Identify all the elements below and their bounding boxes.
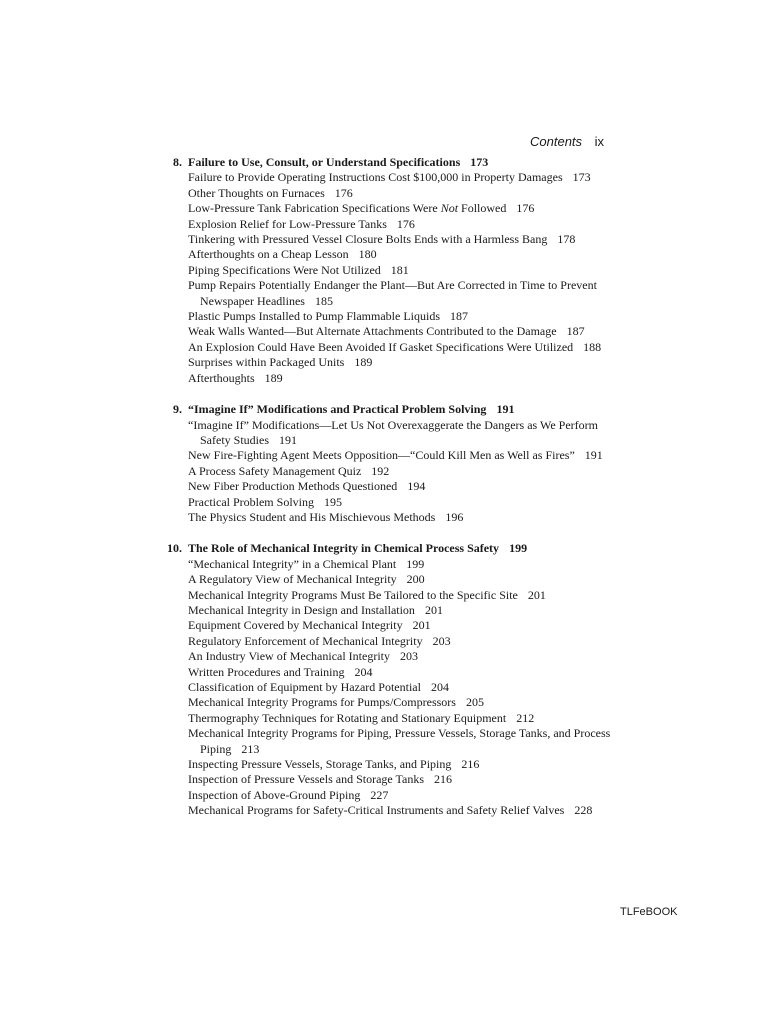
chapter-entries — [160, 557, 620, 819]
entry-page-number: 176 — [334, 185, 353, 200]
toc-entry[interactable] — [188, 711, 620, 726]
chapter-number: 8. — [173, 155, 182, 169]
toc-entry[interactable] — [188, 464, 620, 479]
toc-entry[interactable] — [188, 757, 620, 772]
toc-entry[interactable] — [188, 309, 620, 324]
toc-entry[interactable] — [188, 634, 620, 649]
entry-title: “Imagine If” Modifications—Let Us Not Overexaggerate the Dangers as We Perform Safety Studies — [188, 417, 598, 447]
toc-entry[interactable] — [188, 680, 620, 695]
entry-title: Regulatory Enforcement of Mechanical Integrity — [188, 633, 423, 648]
entry-title: Low-Pressure Tank Fabrication Specifications Were Not Followed — [188, 201, 507, 216]
entry-page-number: 203 — [400, 649, 419, 664]
entry-page-number: 192 — [371, 463, 390, 478]
chapter-number: 10. — [167, 541, 182, 556]
entry-page-number: 185 — [314, 293, 333, 308]
entry-title: Surprises within Packaged Units — [188, 355, 345, 370]
toc-entry[interactable] — [188, 418, 620, 449]
toc-chapter — [160, 402, 620, 525]
entry-page-number: 228 — [574, 803, 593, 818]
chapter-page-number: 173 — [470, 155, 489, 169]
entry-page-number: 213 — [241, 741, 260, 756]
running-head-title: Contents — [530, 134, 583, 149]
toc-entry[interactable] — [188, 695, 620, 710]
entry-title: Pump Repairs Potentially Endanger the Plant—But Are Corrected in Time to Prevent Newspaper Headlines — [188, 278, 597, 308]
entry-title: Practical Problem Solving — [188, 494, 314, 509]
entry-title: New Fiber Production Methods Questioned — [188, 479, 398, 494]
toc-entry[interactable] — [188, 263, 620, 278]
entry-title: Afterthoughts — [188, 370, 255, 385]
toc-entry[interactable] — [188, 665, 620, 680]
entry-page-number: 191 — [584, 448, 603, 463]
toc-entry[interactable] — [188, 448, 620, 463]
entry-page-number: 201 — [424, 602, 443, 617]
chapter-number: 9. — [173, 402, 182, 417]
entry-page-number: 194 — [407, 479, 426, 494]
toc-entry[interactable] — [188, 726, 620, 757]
entry-title: Equipment Covered by Mechanical Integrity — [188, 618, 403, 633]
entry-page-number: 201 — [527, 587, 546, 602]
entry-title: Plastic Pumps Installed to Pump Flammable Liquids — [188, 309, 440, 324]
running-head — [530, 134, 710, 149]
entry-page-number: 176 — [516, 201, 535, 216]
table-of-contents — [160, 155, 620, 835]
entry-page-number: 227 — [370, 787, 389, 802]
toc-entry[interactable] — [188, 495, 620, 510]
chapter-entries — [160, 418, 620, 526]
entry-page-number: 205 — [465, 695, 484, 710]
entry-title: A Regulatory View of Mechanical Integrity — [188, 572, 397, 587]
entry-title: Inspecting Pressure Vessels, Storage Tanks, and Piping — [188, 757, 452, 772]
entry-title: Other Thoughts on Furnaces — [188, 185, 325, 200]
emphasis: Not — [440, 201, 459, 216]
entry-title: Mechanical Integrity Programs Must Be Tailored to the Specific Site — [188, 587, 518, 602]
entry-title: Inspection of Pressure Vessels and Storage Tanks — [188, 772, 425, 787]
toc-entry[interactable] — [188, 340, 620, 355]
chapter-title: “Imagine If” Modifications and Practical Problem Solving — [188, 402, 487, 417]
running-head-page-number: ix — [594, 134, 605, 149]
toc-entry[interactable] — [188, 572, 620, 587]
entry-title: Weak Walls Wanted—But Alternate Attachments Contributed to the Damage — [188, 324, 557, 339]
entry-title: Written Procedures and Training — [188, 664, 345, 679]
entry-page-number: 200 — [406, 572, 425, 587]
entry-page-number: 216 — [461, 757, 480, 772]
entry-title: Mechanical Integrity in Design and Installation — [188, 602, 415, 617]
entry-page-number: 204 — [354, 664, 373, 679]
toc-entry[interactable] — [188, 355, 620, 370]
toc-entry[interactable] — [188, 510, 620, 525]
entry-page-number: 191 — [279, 432, 297, 447]
toc-entry[interactable] — [188, 479, 620, 494]
entry-title: Failure to Provide Operating Instructions Cost $100,000 in Property Damages — [188, 170, 563, 185]
toc-entry[interactable] — [188, 371, 620, 386]
toc-entry[interactable] — [188, 186, 620, 201]
entry-title: Tinkering with Pressured Vessel Closure Bolts Ends with a Harmless Bang — [188, 232, 548, 247]
entry-page-number: 188 — [583, 339, 602, 354]
chapter-title: Failure to Use, Consult, or Understand Specifications — [188, 155, 461, 169]
toc-entry[interactable] — [188, 217, 620, 232]
toc-chapter — [160, 541, 620, 818]
entry-page-number: 203 — [432, 633, 451, 648]
toc-entry[interactable] — [188, 247, 620, 262]
entry-title: Explosion Relief for Low-Pressure Tanks — [188, 216, 387, 231]
entry-title: Mechanical Programs for Safety-Critical Instruments and Safety Relief Valves — [188, 803, 565, 818]
entry-title: New Fire-Fighting Agent Meets Opposition—“Could Kill Men as Well as Fires” — [188, 448, 575, 463]
footer-watermark: TLFeBOOK — [620, 906, 678, 918]
entry-page-number: 187 — [566, 324, 585, 339]
entry-page-number: 195 — [323, 494, 342, 509]
entry-title: Mechanical Integrity Programs for Pumps/Compressors — [188, 695, 456, 710]
toc-entry[interactable] — [188, 232, 620, 247]
entry-title: Classification of Equipment by Hazard Potential — [188, 680, 421, 694]
entry-page-number: 189 — [354, 355, 373, 370]
toc-entry[interactable] — [188, 788, 620, 803]
entry-title: Thermography Techniques for Rotating and Stationary Equipment — [188, 710, 507, 725]
entry-title: A Process Safety Management Quiz — [188, 463, 362, 478]
toc-entry[interactable] — [188, 803, 620, 818]
entry-title: Inspection of Above-Ground Piping — [188, 787, 361, 802]
entry-page-number: 180 — [358, 247, 377, 262]
toc-entry[interactable] — [188, 603, 620, 618]
entry-page-number: 178 — [557, 232, 576, 247]
chapter-heading[interactable] — [160, 155, 620, 170]
toc-entry[interactable] — [188, 557, 620, 572]
entry-page-number: 212 — [516, 710, 535, 725]
toc-entry[interactable] — [188, 170, 620, 185]
toc-entry[interactable] — [188, 588, 620, 603]
entry-page-number: 176 — [396, 216, 415, 231]
entry-title: Mechanical Integrity Programs for Piping, Pressure Vessels, Storage Tanks, and Process Piping — [188, 726, 611, 756]
chapter-title: The Role of Mechanical Integrity in Chemical Process Safety — [188, 541, 500, 556]
entry-title: Piping Specifications Were Not Utilized — [188, 262, 381, 277]
chapter-page-number: 191 — [496, 402, 515, 417]
entry-title: Afterthoughts on a Cheap Lesson — [188, 247, 349, 262]
toc-entry[interactable] — [188, 201, 620, 216]
chapter-page-number: 199 — [509, 541, 528, 556]
entry-page-number: 204 — [430, 680, 449, 694]
chapter-entries — [160, 170, 620, 386]
entry-page-number: 199 — [406, 556, 425, 571]
entry-page-number: 173 — [572, 170, 591, 185]
entry-page-number: 201 — [412, 618, 431, 633]
entry-title: An Explosion Could Have Been Avoided If Gasket Specifications Were Utilized — [188, 339, 574, 354]
entry-page-number: 187 — [450, 309, 468, 324]
toc-entry[interactable] — [188, 618, 620, 633]
entry-page-number: 189 — [264, 370, 283, 385]
toc-entry[interactable] — [188, 649, 620, 664]
toc-entry[interactable] — [188, 278, 620, 309]
entry-title: The Physics Student and His Mischievous Methods — [188, 509, 436, 524]
toc-entry[interactable] — [188, 324, 620, 339]
chapter-heading[interactable] — [160, 402, 620, 417]
entry-title: “Mechanical Integrity” in a Chemical Plant — [188, 556, 397, 571]
entry-page-number: 216 — [434, 772, 453, 787]
chapter-heading[interactable] — [160, 541, 620, 556]
entry-page-number: 181 — [390, 262, 409, 277]
toc-entry[interactable] — [188, 772, 620, 787]
entry-title: An Industry View of Mechanical Integrity — [188, 649, 391, 664]
toc-chapter — [160, 155, 620, 386]
entry-page-number: 196 — [445, 509, 464, 524]
